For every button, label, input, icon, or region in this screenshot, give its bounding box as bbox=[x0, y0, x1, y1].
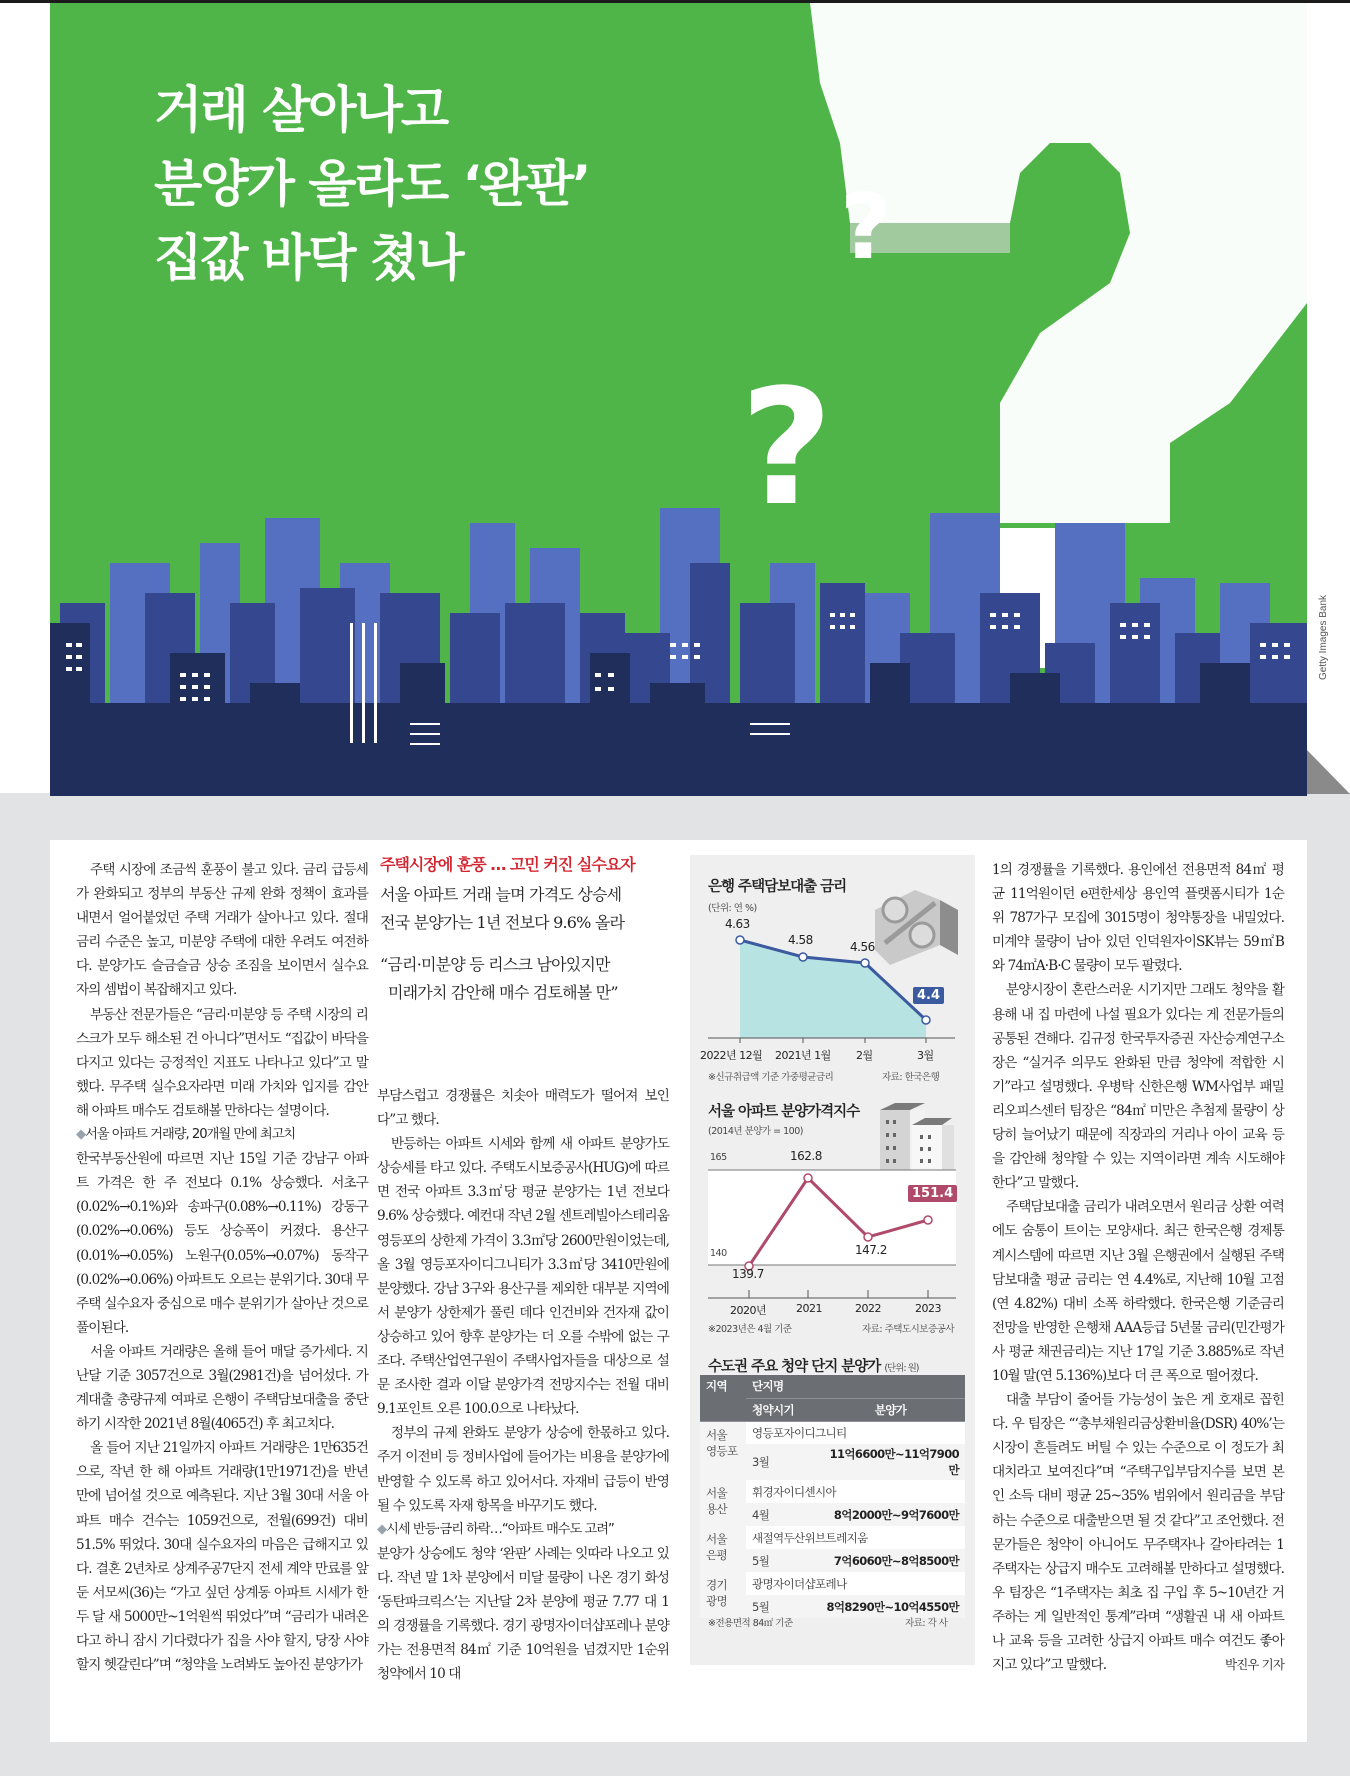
paragraph: 반등하는 아파트 시세와 함께 새 아파트 분양가도 상승세를 타고 있다. 주택도시보증공사(HUG)에 따르면 전국 아파트 3.3㎡당 평균 분양가는 1년 전보다 9.6% 상승했다. 예컨대 작년 2월 센트레빌아스테리움영등포의 상한제 가격이 3.3㎡당 2600만원이었는데, 올 3월 영등포자이디그니티가 3.3㎡당 3410만원에 분양했다. 강남 3구와 용산구를 제외한 대부분 지역에서 분양가 상한제가 풀린 데다 인건비와 건자재 값이 상승하고 있어 향후 분양가는 더 오를 수밖에 없는 구조다. 주택산업연구원이 주택사업자들을 대상으로 설문 조사한 결과 이달 분양가격 전망지수는 전월 대비 9.1포인트 오른 100.0으로 나타났다. bbox=[377, 1136, 669, 1418]
page-fold-shadow bbox=[1307, 750, 1350, 794]
region-cell: 서울 영등포 bbox=[700, 1421, 746, 1480]
rate-chart bbox=[690, 855, 975, 1065]
column-header: 단지명 bbox=[746, 1375, 965, 1398]
deck: 서울 아파트 거래 늘며 가격도 상승세 전국 분양가는 1년 전보다 9.6% 올라 bbox=[380, 885, 625, 932]
y-tick-label: 165 bbox=[710, 1152, 727, 1163]
complex-cell: 영등포자이디그니티 bbox=[746, 1421, 965, 1444]
headline-line-2: 분양가 올라도 ‘완판’ bbox=[154, 155, 590, 213]
x-tick-label: 3월 bbox=[917, 1049, 934, 1062]
chart-footnote: ※신규취급액 기준 가중평균금리 bbox=[708, 1072, 834, 1083]
article-kicker-block bbox=[380, 852, 670, 1007]
paragraph: 정부의 규제 완화도 분양가 상승에 한몫하고 있다. 주거 이전비 등 정비사업에 들어가는 비용을 분양가에 반영할 수 있도록 하고 있어서다. 자재비 급등이 반영될 수 있도록 자재 항목을 바꾸기도 했다. bbox=[377, 1425, 669, 1514]
price-cell: 11억6600만~11억7900만 bbox=[816, 1444, 965, 1480]
paragraph: 분양가 상승에도 청약 ‘완판’ 사례는 잇따라 나오고 있다. 작년 말 1차 분양에서 미달 물량이 나온 경기 화성 ‘동탄파크릭스’는 지난달 2차 분양에 평균 7.77 대 1의 경쟁률을 기록했다. 경기 광명자이더샵포레나 분양가는 전용면적 84㎡ 기준 10억원을 넘겼지만 1순위 청약에서 10 대 bbox=[377, 1545, 669, 1683]
period-cell: 5월 bbox=[746, 1595, 816, 1618]
table-row bbox=[700, 1480, 965, 1503]
margin-left bbox=[0, 3, 50, 793]
column-4 bbox=[992, 858, 1284, 1677]
price-cell: 8억2000만~9억7600만 bbox=[816, 1503, 965, 1526]
svg-text:?: ? bbox=[740, 354, 833, 541]
infographic-panel bbox=[690, 855, 975, 1665]
period-cell: 4월 bbox=[746, 1503, 816, 1526]
chart-footnote: ※2023년은 4월 기준 bbox=[708, 1324, 792, 1335]
region-cell: 경기 광명 bbox=[700, 1572, 746, 1618]
rate-chart-unit: (단위: 연 %) bbox=[708, 903, 757, 914]
photo-credit: Getty Images Bank bbox=[1318, 594, 1329, 680]
table-row bbox=[700, 1421, 965, 1444]
table-title: 수도권 주요 청약 단지 분양가 (단위: 원) bbox=[708, 1359, 919, 1375]
table-row bbox=[700, 1572, 965, 1595]
paragraph: 분양시장이 혼란스러운 시기지만 그래도 청약을 활용해 내 집 마련에 나설 필요가 있다는 게 전문가들의 공통된 견해다. 김규정 한국투자증권 자산승계연구소장은 “실거주 의무도 완화된 만큼 청약에 적합한 시기”라고 설명했다. 우병탁 신한은행 WM사업부 패밀리오피스센터 팀장은 “84㎡ 미만은 추첨제 물량이 상당히 늘어났기 때문에 직장과의 거리나 아이 교육 등을 감안해 청약할 수 있는 지역이라면 계속 시도해야 한다”고 말했다. bbox=[992, 982, 1284, 1192]
diamond-bullet-icon: ◆ bbox=[76, 1127, 86, 1143]
paragraph: 올 들어 지난 21일까지 아파트 거래량은 1만635건으로, 작년 한 해 아파트 거래량(1만1971건)을 반년 만에 넘어설 것으로 예측된다. 지난 3월 30대 서울 아파트 매수 건수는 1059건으로, 전월(699건) 대비 51.5% 뛰었다. 30대 실수요자의 마음은 급해지고 있다. 결혼 2년차로 상계주공7단지 전세 계약 만료를 앞둔 서모씨(36)는 “가고 싶던 상계동 아파트 시세가 한두 달 새 5000만~1억원씩 뛰었다”며 “금리가 내려온다고 하니 잠시 기다렸다가 집을 사야 할지, 당장 사야 할지 헷갈린다”며 “청약을 노려봐도 높아진 분양가가 bbox=[76, 1440, 368, 1674]
period-cell: 3월 bbox=[746, 1444, 816, 1480]
highlight-value-badge: 4.4 bbox=[913, 987, 944, 1004]
index-chart-title: 서울 아파트 분양가격지수 bbox=[708, 1104, 860, 1120]
headline-line-3: 집값 바닥 쳤나 bbox=[154, 229, 463, 287]
price-cell: 8억8290만~10억4550만 bbox=[816, 1595, 965, 1618]
x-tick-label: 2020년 bbox=[730, 1304, 767, 1317]
data-label: 147.2 bbox=[855, 1243, 887, 1257]
data-label: 4.63 bbox=[725, 917, 750, 931]
x-tick-label: 2023 bbox=[915, 1302, 941, 1315]
pull-quote: “금리·미분양 등 리스크 남아있지만 미래가치 감안해 매수 검토해볼 만” bbox=[380, 955, 618, 1002]
column-header: 청약시기 bbox=[746, 1398, 816, 1421]
column-header: 분양가 bbox=[816, 1398, 965, 1421]
byline: 박진우 기자 bbox=[1225, 1657, 1284, 1673]
percent-3d-icon bbox=[875, 890, 958, 965]
y-tick-label: 140 bbox=[710, 1248, 727, 1259]
data-label: 162.8 bbox=[790, 1149, 822, 1163]
x-tick-label: 2022년 12월 bbox=[700, 1049, 763, 1062]
data-label: 139.7 bbox=[732, 1267, 764, 1281]
section-subhead: ◆시세 반등·금리 하락…“아파트 매수도 고려” bbox=[377, 1521, 614, 1537]
chart-source: 자료: 주택도시보증공사 bbox=[862, 1324, 954, 1335]
data-label: 4.56 bbox=[850, 940, 875, 954]
paragraph: 한국부동산원에 따르면 지난 15일 기준 강남구 아파트 가격은 한 주 전보다 0.1% 상승했다. 서초구(0.02%→0.1%)와 송파구(0.08%→0.11%) 강동구(0.02%→0.06%) 등도 상승폭이 커졌다. 용산구(0.01%→0.05%) 노원구(0.05%→0.07%) 동작구(0.02%→0.06%) 아파트도 오르는 분위기다. 30대 무주택 실수요자 중심으로 매수 분위기가 살아난 것으로 풀이된다. bbox=[76, 1151, 368, 1336]
index-chart-unit: (2014년 분양가 = 100) bbox=[708, 1126, 803, 1137]
price-cell: 7억6060만~8억8500만 bbox=[816, 1549, 965, 1572]
subscription-price-table bbox=[700, 1375, 965, 1618]
chart-source: 자료: 한국은행 bbox=[882, 1072, 940, 1083]
column-2 bbox=[377, 1084, 669, 1686]
paragraph: 부동산 전문가들은 “금리·미분양 등 주택 시장의 리스크가 모두 해소된 건 아니다”면서도 “집값이 바닥을 다지고 있다는 긍정적인 지표도 나타나고 있다”고 말했다. 무주택 실수요자라면 미래 가치와 입지를 감안해 아파트 매수도 검토해볼 만하다는 설명이다. bbox=[76, 1006, 368, 1119]
table-footnote: ※전용면적 84㎡ 기준 bbox=[708, 1618, 793, 1629]
complex-cell: 새절역두산위브트레지움 bbox=[746, 1526, 965, 1549]
column-header: 지역 bbox=[700, 1375, 746, 1421]
x-tick-label: 2월 bbox=[856, 1049, 873, 1062]
complex-cell: 광명자이더샵포레나 bbox=[746, 1572, 965, 1595]
region-cell: 서울 은평 bbox=[700, 1526, 746, 1572]
paragraph: 1의 경쟁률을 기록했다. 용인에선 전용면적 84㎡ 평균 11억원이던 e편한세상 용인역 플랫폼시티가 1순위 787가구 모집에 3015명이 청약통장을 내밀었다. 미계약 물량이 남아 있던 인덕원자이SK뷰는 59㎡B와 74㎡A·B·C 물량이 모두 팔렸다. bbox=[992, 862, 1284, 975]
period-cell: 5월 bbox=[746, 1549, 816, 1572]
headline bbox=[154, 73, 589, 295]
x-tick-label: 2021 bbox=[796, 1302, 822, 1315]
highlight-value-badge: 151.4 bbox=[908, 1185, 957, 1202]
x-tick-label: 2022 bbox=[855, 1302, 881, 1315]
region-cell: 서울 용산 bbox=[700, 1480, 746, 1526]
rate-chart-title: 은행 주택담보대출 금리 bbox=[708, 879, 847, 895]
x-tick-label: 2021년 1월 bbox=[775, 1049, 831, 1062]
svg-text:?: ? bbox=[840, 175, 893, 280]
column-1 bbox=[76, 858, 368, 1677]
hero-illustration bbox=[50, 3, 1307, 796]
table-row bbox=[700, 1526, 965, 1549]
paragraph: 주택 시장에 조금씩 훈풍이 불고 있다. 금리 급등세가 완화되고 정부의 부동산 규제 완화 정책이 효과를 내면서 얼어붙었던 주택 거래가 살아나고 있다. 절대 금리 수준은 높고, 미분양 주택에 대한 우려도 여전하다. 분양가도 슬금슬금 상승 조짐을 보이면서 실수요자의 셈법이 복잡해지고 있다. bbox=[76, 862, 368, 999]
table-source: 자료: 각 사 bbox=[905, 1618, 948, 1629]
section-subhead: ◆서울 아파트 거래량, 20개월 만에 최고치 bbox=[76, 1127, 296, 1143]
paragraph: 대출 부담이 줄어들 가능성이 높은 게 호재로 꼽힌다. 우 팀장은 “‘총부채원리금상환비율(DSR) 40%’는 시장이 흔들려도 버틸 수 있는 수준으로 이 정도가 최대치라고 보여진다”며 “주택구입부담지수를 보면 본인 소득 대비 평균 25~35% 범위에서 원리금을 부담하는 수준으로 대출받으면 될 것 같다”고 조언했다. 전문가들은 청약이 아니어도 무주택자나 갈아타려는 1주택자는 상급지 매수도 고려해볼 만하다고 설명했다. 우 팀장은 “1주택자는 최초 집 구입 후 5~10년간 거주하는 게 일반적인 통계”라며 “생활권 내 새 아파트나 교육 등을 고려한 상급지 아파트 매수 여건도 좋아지고 있다”고 말했다. 박진우 기자 bbox=[992, 1388, 1284, 1677]
article-body bbox=[50, 840, 1307, 1742]
kicker-headline: 주택시장에 훈풍 … 고민 커진 실수요자 bbox=[380, 855, 635, 874]
complex-cell: 휘경자이디센시아 bbox=[746, 1480, 965, 1503]
paragraph: 주택담보대출 금리가 내려오면서 원리금 상환 여력에도 숨통이 트이는 모양새다. 최근 한국은행 경제통계시스템에 따르면 지난 3월 은행권에서 실행된 주택담보대출 평균 금리는 연 4.4%로, 지난해 10월 고점(연 4.82%) 대비 소폭 하락했다. 한국은행 기준금리 전망을 반영한 은행채 AAA등급 5년물 금리(민간평가사 평균 채권금리)는 지난 17일 기준 3.885%로 작년 10월 말(연 5.136%)보다 더 큰 폭으로 떨어졌다. bbox=[992, 1199, 1284, 1384]
paragraph: 서울 아파트 거래량은 올해 들어 매달 증가세다. 지난달 기준 3057건으로 3월(2981건)을 넘어섰다. 가계대출 총량규제 여파로 은행이 주택담보대출을 중단하기 시작한 2021년 8월(4065건) 후 최고치다. bbox=[76, 1343, 368, 1433]
apartment-buildings-icon bbox=[880, 1103, 954, 1170]
paragraph: 부담스럽고 경쟁률은 치솟아 매력도가 떨어져 보인다”고 했다. bbox=[377, 1088, 669, 1129]
diamond-bullet-icon: ◆ bbox=[377, 1521, 387, 1537]
data-label: 4.58 bbox=[788, 933, 813, 947]
headline-line-1: 거래 살아나고 bbox=[154, 81, 448, 139]
